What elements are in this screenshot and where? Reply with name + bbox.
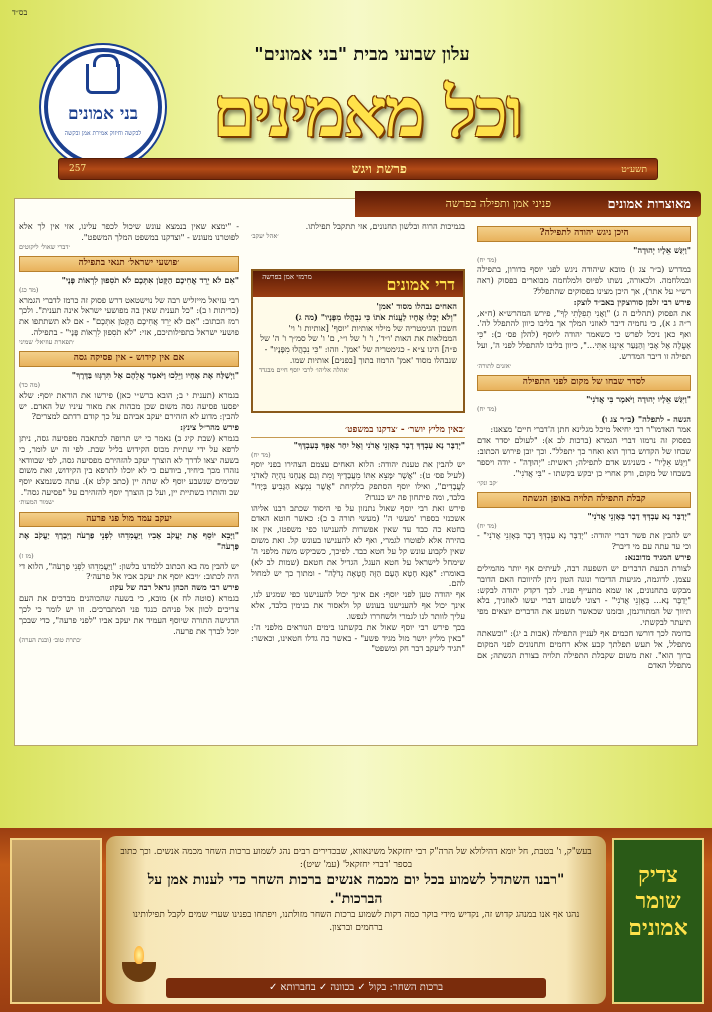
article-text: רבי עזיאל מייזליש רבה של נוישטאט דרש פסוק זה כרמז לדברי הגמרא (כריתות ו ב): "כל תענית שאין בה מפושעי ישראל אינה תענית". ולכך רמז הכתוב: "אִם לֹא יֵרֵד אֲחִיכֶם הַקָּטֹן אִתְּכֶם" - אם לא תשתתפו את פושעי ישראל בתפילותיכם, אזי: "לֹא תֹסִפוּן לִרְאוֹת פָּנָי" - בתפילה. [19, 294, 239, 337]
article-text: בגמיכות הרוח ובלשון תחנונים, אזי תתקבל תפילתו. [305, 221, 465, 231]
article-heading: ׳פושעי ישראל׳ תנאי בתפילה [19, 256, 239, 272]
article-text: פירש מהר״ל צינץ: [179, 422, 239, 433]
article-text: במדרש (ב״ר צג ו) מובא שיהודה ניגש לפני יוסף בדורון, בתפילה ובמלחמה. ולכאורה, נשתו לפיוס ולמלחמה מבוארים בפסוק (ראה רש״י על אתר), אך היכן מצינו בפסוקים שהתפלל? [477, 264, 691, 296]
parsha-name: פרשת ויגש [351, 162, 407, 177]
article-heading: היכן ניגש יהודה לתפילה? [477, 226, 691, 242]
article-text: פירש זאת רבי יוסף שאול נתנזון על פי היסוד שכתב רבנו אליהו אשכנזי בספרו 'מעשי ה'' (מעשי תורה ב כ): כאשר חוטא האדם בחטא כה כבד עד שאין אפשרות להענישו כפי משפטו, אין אז בהירה אלא לפוטרו לגמרי, ואף לא להענישו בעונש קל. זאת משום שאין לקבוע עונש קל על חטא כבד. לפיכך, כשביקש משה מלפני ה' שימחל לישראל על חטא העגל, הגדיל את חטאם (שמות לב לא) באומרו: "אָנָּא חָטָא הָעָם הַזֶּה חֲטָאָה גְדֹלָה" - ומתוך כך יש למחול להם. [251, 502, 465, 589]
banner-outro: נהגו אף אנו במנהג קדוש זה, נקדיש מידי בוקר כמה דקות לשמוע ברכות השחר מזולתנו, ויפתחו בפנינו שערי שמים לקבל תפילותינו ברחמים וברצון. [132, 909, 580, 933]
verse-quote: "וַיִּגַּשׁ אֵלָיו יְהוּדָה" [633, 244, 691, 255]
article-text: - "ימצא שאין בנמצא עונש שיכול לכפר עלינו, אזי אין לך אלא לפוטרנו מעונש - "וצדקנו במשפט המלך המשפט". [19, 221, 239, 242]
parsha-bar [58, 158, 658, 180]
article-source: ׳שמור המעות׳ [19, 497, 55, 506]
bsd-mark: בס״ד [12, 8, 28, 17]
article-source: ׳דברי שאול׳ ליקוטים [19, 242, 71, 251]
book-image [10, 838, 102, 1004]
article-text: חשבון הגימטריה של מילוי אותיות 'יוסף' [אותיות ו' וי' הממלאות את האות 'ו״ד', ו' ו' של ו״י, ם' ו' של סמ״ך ו' ה' של פ״ה] הינו צ״א - כגימטריה של 'אמן'. וזהו: "כִּי נִבְהֲלוּ מִפָּנָיו" - שנבהלו מסוד 'אמן' הרמוז בתוך [בפנים] אותיות שמו. [260, 322, 457, 366]
verse-source: (מז ז) [19, 552, 34, 561]
article-source: ׳אזנים לתורה׳ [477, 361, 512, 370]
banner-scroll [106, 836, 606, 1004]
article-source: ׳אהלה אליהו׳ לרבי יוסף חיים מבגדד [259, 365, 349, 374]
verse-quote: "אִם לֹא יֵרֵד אֲחִיכֶם הַקָּטֹן אִתְּכֶם לֹא תֹסִפוּן לִרְאוֹת פָּנָי" [61, 275, 239, 286]
main-content [14, 198, 698, 746]
issue-number: 257 [69, 164, 87, 174]
masthead [0, 20, 712, 160]
column-right [477, 221, 691, 671]
flame-icon [134, 946, 144, 964]
verse-quote: "יְדַבֶּר נָא עַבְדְּךָ דָבָר בְּאָזְנֵי אֲדֹנִי" [587, 511, 691, 522]
article-source: ׳קב ונקי׳ [477, 478, 498, 487]
column-left [19, 221, 239, 645]
verse-quote: "יְדַבֶּר נָא עַבְדְּךָ דָבָר בְּאָזְנֵי אֲדֹנִי וְאַל יִחַר אַפְּךָ בְּעַבְדֶּךָ" [293, 439, 465, 450]
article-heading: קבלת התפילה תלויה באופן הגשתה [477, 492, 691, 508]
article-heading: אם אין קידוש - אין פסיקה גסה [19, 351, 239, 367]
article-text: פירש רבי זלמן סורוצקין באב״ד לוצק: [573, 296, 691, 307]
article-text: לצורת הבעת הדברים יש השפעה רבה, לעיתים אף יותר מהמילים עצמן. לדוגמה, מגיעות הדיבור ונוגה הטון ניתן להיווכח האם הדובר מבקש בתחנונים, או שמא מתעייף פניו. לכך דקדק יהודה לבקש: "יְדַבֶּר נָא... בְּאָזְנֵי אֲדֹנִי" - רצוני לשמוע דברי יעשו לאוזניך, בלא תיווך של המתורגמן, ובזמנו שכאשר תשמע את הדברים יוצאים מפי תיעתר לבקשתי. [477, 562, 691, 628]
article-text: בכך פירש רבי יוסף שאול את בקשתנו בימים הנוראים מלפני ה': "באין מליץ יושר מול מגיד פשע" - באשר כה גדלו חטאינו, וכאשר: "תגיד ליעקב דבר חק ומשפט" [251, 621, 465, 654]
bottom-banner [0, 828, 712, 1012]
article-heading: ׳באין מליץ יושר׳ - ׳צדקנו במשפט׳ [251, 425, 465, 438]
article-text: בגמרא (סוטה לח א) מובא, כי בשעה שהכוהנים מברכים את העם צריכים לכוון אל פניהם כנגד פני המתברכים. וזו יש לומר כי לכך הדגישה התורה שיוסף העמיד את יעקב אביו "לפני פרעה", כדי שבכך יוכל לברך את פרעה. [19, 593, 239, 636]
article-text: יש להבין את טענת יהודה: הלוא האחים עצמם הצהירו בפני יוסף (לעיל פס׳ ט): "אֲשֶׁר יִמָּצֵא אִתּוֹ מֵעֲבָדֶיךָ וָמֵת וְגַם אֲנַחְנוּ נִהְיֶה לַאדֹנִי לַעֲבָדִים", ואילו יוסף הסתפק בלקיחת "אֲשֶׁר נִמְצָא הַגָּבִיעַ בְּיָדוֹ" בלבד, ומה פיתחון פה יש כנגדו? [251, 459, 465, 502]
article-heading: יעקב עמד מול פני פרעה [19, 512, 239, 528]
article-text: בדומה לכך דורשו חכמים אף לעניין התפילה (אבות ב יג): "וכשאתה מתפלל, אל תעש תפלתך קבע אלא רחמים ותחנונים לפני המקום ברוך הוא". זאת משום שקבלת התפילה תלויה בצורת הגשתה; אם מתפלל האדם [477, 627, 691, 671]
article-text: בפסוק זה נרמזו דברי הגמרא (ברכות לב א): "לעולם יסדר אדם שבחו של הקדוש ברוך הוא ואחר כך יתפלל". וכך יובן פירוש הכתוב: "וַיִּגַּשׁ אֵלָיו" - כשניגש אדם לתפילה; ראשית: "יְהוּדָה" - יודה ויספר בשבחו של מקום, ורק אחרי כן יבקש בקשתו - "בִּי אֲדֹנִי". [477, 435, 691, 478]
emblem-text: בני אמונים [67, 104, 139, 124]
article-source: ׳אהל יעקב׳ [251, 231, 279, 240]
emblem-small-text: לבקשה וחיזוק אמירת אמן ובקשה [64, 130, 142, 137]
article-text: יש להבין מה בא הכתוב ללמדנו בלשון: "וַיַּעֲמִדֵהוּ לִפְנֵי פַרְעֹה", הלוא די היה לכתוב: ׳ויבא יוסף את יעקב אביו אל פרעה׳? [19, 560, 239, 582]
feature-box-body [253, 297, 463, 379]
verse-quote: "וַיִּגַּשׁ אֵלָיו יְהוּדָה וַיֹּאמֶר בִּי אֲדֹנִי" [586, 394, 691, 405]
feature-box-title: דרי אמונים [253, 271, 463, 297]
section-title: מאוצרות אמונים [607, 197, 691, 212]
banner-title-panel [612, 838, 704, 1004]
column-middle [251, 221, 465, 240]
verse-quote: "וַיְשַׁלַּח אֶת אֶחָיו וַיֵּלֵכוּ וַיֹּאמֶר אֲלֵהֶם אַל תִּרְגְּזוּ בַּדָּרֶךְ" [71, 370, 239, 381]
feature-box-heading: האחים נבהלו מסוד 'אמן' [376, 301, 457, 311]
article-text: פירש רבי משה הכהן גראל רבה של עקו: [109, 582, 239, 593]
article-heading: לסדר שבחו של מקום לפני התפילה [477, 375, 691, 391]
article-source: ׳כתרת טוב׳ (ובנת הערה) [19, 636, 82, 645]
article-text: אף יהודה טען לפני יוסף: אם אינך יכול להענישנו כפי שמגיע לנו, אינך יכול אף להענישנו בעונש קל ולאסור את בנימין בלבד, אלא עליך לוותר לנו לגמרי ולשחררו לנפשו. [251, 589, 465, 621]
banner-bar: ברכות השחר: בקול ✓ בכוונה ✓ בחברותא ✓ [166, 978, 546, 998]
banner-intro: בעש"ק, ו' בטבת, חל יומא דהילולא של הרה"ק רבי יחזקאל משינאווא, שבכדירים רבים נהג לשמוע ברכות השחר מכמה אנשים. וכך כתוב בספר 'דברי יחזקאל' (עמ' שיט): [120, 847, 592, 870]
banner-title: צדיק שומר אמונים [628, 862, 688, 941]
section-subtitle: פניני אמן ותפילה בפרשה [445, 197, 551, 210]
verse-source: (מה כד) [19, 381, 41, 390]
verse-source: (מד יח) [477, 405, 497, 414]
organization-emblem [44, 48, 162, 166]
article-text: הגשה - לתפלה" (ב״ר צג ו) [601, 413, 691, 424]
feature-box [251, 269, 465, 413]
banner-text [120, 846, 592, 934]
column-middle-lower [251, 421, 465, 654]
verse-quote: "וַיָּבֵא יוֹסֵף אֶת יַעֲקֹב אָבִיו וַיַּעֲמִדֵהוּ לִפְנֵי פַרְעֹה וַיְבָרֶךְ יַעֲקֹב אֶת פַּרְעֹה" [19, 530, 239, 552]
feature-box-side-label: מרמזי אמן בפרשה [262, 273, 312, 281]
section-header [355, 191, 701, 217]
crown-icon [86, 64, 120, 94]
verse-source: (מד יח) [251, 450, 271, 459]
verse-source: (מד יח) [477, 521, 497, 530]
article-text: יש להבין את פשר דברי יהודה: "יְדַבֶּר נָא עַבְדְּךָ דָבָר בְּאָזְנֵי אֲדֹנִי" - וכי עד עתה עם מי דיבר? [477, 530, 691, 552]
masthead-subtitle: עלון שבועי מבית "בני אמונים" [254, 44, 470, 65]
banner-quote: "רבנו השתדל לשמוע בכל יום מכמה אנשים ברכות השחר כדי לענות אמן על הברכות". [147, 872, 565, 908]
verse-source: (מד כג) [19, 285, 39, 294]
year-label: תשע״ט [621, 165, 647, 175]
article-text: בגמרא (שבת קיג ב) נאמר כי יש תרופה לכתאבה מפסיעה גסה, ניתן לרפא על ידי שתיית מכוס הקידוש בליל שבת. לפי זה יש לומר, כי בשעה יצאו לדרך לא הוצרך יעקב להזהירם מפסיעה גסה, לפי שבוודאי נזהרו מכך ביחיד, ביודעם כי לא יוכלו לתרפא בין הקידוש, זאת משום שבימים שנשבע יוסף לא שתה יין (כתב קלט א). עתה כשנמצא יוסף שב והותרו בשתיית יין, ועל כן הוצרך יוסף להזהירם על "פסיעה גסה". [19, 433, 239, 498]
article-text: אמר האדמו"ר רבי יחיאל מיכל מגלינא חתן ה'דברי חיים' מצאנז: [490, 424, 691, 435]
article-source: ׳תפארת עוזיאל׳ שמיני [19, 337, 75, 346]
masthead-title: וכל מאמינים [212, 73, 522, 153]
verse-quote: "וְלֹא יָכְלוּ אֶחָיו לַעֲנוֹת אֹתוֹ כִּי נִבְהֲלוּ מִפָּנָיו" (מה ג) [295, 311, 457, 322]
article-text: פירש המגיד מדובנא: [624, 552, 691, 563]
article-text: בגמרא (תענית י ב; הובא ברש״י כאן) פירשו את הוראת יוסף: שלא יפסעו פסיעה גסה משום שכן מכהות את מאור עיניו של האדם. יש להבין: מדוע לא הזהירם יעקב אביהם על כך קודם רדתם למצרים? [19, 389, 239, 422]
verse-source: (מד יח) [477, 255, 497, 264]
article-text: את הפסוק (תהלים ה ג) "וַאֲנִי תְפִלָּתִי לְךָ", פירש המהרש״א (ח״א, ר״ה ג א), כי נחמיה דיבר לאוזני המלך אך בליבו כיוון להתפלל לה'. ואף כאן ניכל לפרש כי כשאמר יהודה ליוסף (להלן פס׳ כ): "כִּי אֶעֱלֶה אֶל אָבִי וְהַנַּעַר אֵינֶנּוּ אִתִּי...", כיוון בליבו להתפלל לפני ה', ועל תפילה זו דיבר המדרש. [477, 307, 691, 361]
